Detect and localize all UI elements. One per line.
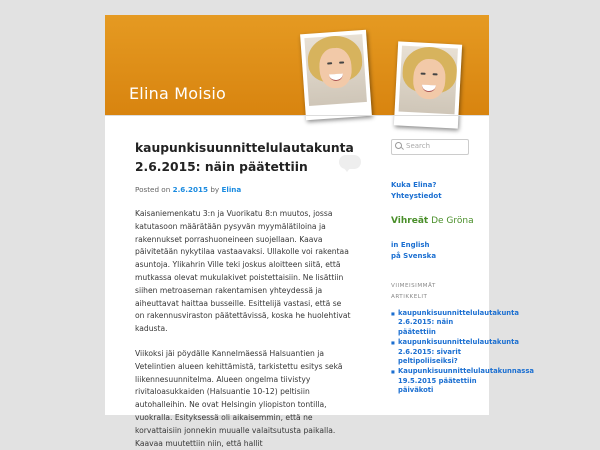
sidebar-link-kuka-elina[interactable]: Kuka Elina? <box>391 181 437 189</box>
photo-eye <box>433 73 438 75</box>
photo-skin <box>412 58 446 100</box>
recent-posts-title-line-1: VIIMEISIMMÄT <box>391 283 436 289</box>
posted-on-label: Posted on <box>135 185 171 194</box>
vihreat-logo-light: De Gröna <box>431 216 474 226</box>
post-title-line-1[interactable]: kaupunkisuunnittelulautakunta <box>135 141 354 155</box>
search-icon <box>395 142 402 149</box>
recent-post-link[interactable]: Kaupunkisuunnittelulautakunnassa 19.5.2015 päätettiin päiväkoti <box>398 367 534 395</box>
link-in-english[interactable]: in English <box>391 241 430 249</box>
photo-skin <box>318 47 353 89</box>
main-content <box>135 139 353 450</box>
recent-post-link[interactable]: kaupunkisuunnittelulautakunta 2.6.2015: sivarit peltipoliiseiksi? <box>398 338 519 366</box>
by-label: by <box>210 185 220 194</box>
sidebar-links <box>391 180 477 202</box>
photo-eye <box>339 61 344 63</box>
language-links <box>391 240 477 262</box>
list-item <box>391 309 519 337</box>
header-photo-1 <box>300 30 372 120</box>
page <box>105 15 534 448</box>
recent-posts-title-line-2: ARTIKKELIT <box>391 294 428 300</box>
post-content <box>135 208 353 450</box>
photo-eye <box>421 73 426 75</box>
post-author-link[interactable]: Elina <box>221 185 242 194</box>
vihreat-logo[interactable] <box>391 216 477 226</box>
post-meta <box>135 185 353 194</box>
link-pa-svenska[interactable]: på Svenska <box>391 252 437 260</box>
list-item <box>391 338 519 366</box>
search-input[interactable] <box>391 139 469 155</box>
post-title[interactable] <box>135 139 353 177</box>
photo-face <box>304 34 367 106</box>
header-divider <box>105 115 489 116</box>
sidebar-link-yhteystiedot[interactable]: Yhteystiedot <box>391 192 442 200</box>
comment-bubble-icon[interactable] <box>339 155 361 169</box>
list-item <box>391 367 534 395</box>
post-title-line-2[interactable]: 2.6.2015: näin päätettiin <box>135 160 308 174</box>
post-paragraph: Viikoksi jäi pöydälle Kannelmäessä Halsuantien ja Vetelintien alueen kehittämistä, tarkistettu esitys sekä liikennesuunnitelma. Alueen ongelma tiivistyy rivitaloasukkaiden (Halsuantie 10-12) peltisiin autohalleihin. Ne ovat Helsingin yliopiston tontilla, vuokralla. Esityksessä oli aikaisemmin, että ne korvattaisiin jonnekin muualle valaitsutusta paikalla. Kaavaa muutettiin niin, että hallit <box>135 348 343 448</box>
recent-post-link[interactable]: kaupunkisuunnittelulautakunta 2.6.2015: näin päätettiin <box>398 309 519 336</box>
site-title[interactable]: Elina Moisio <box>129 84 227 103</box>
recent-posts-list <box>391 309 534 396</box>
post-date-link[interactable]: 2.6.2015 <box>172 185 209 194</box>
post-paragraph: Kaisaniemenkatu 3:n ja Vuorikatu 8:n muutos, jossa katutasoon määrätään pysyvän myymälätiloina ja rakennukset porrashuoneineen suojellaan. Kaava päivitetään nykytilaa vastaavaksi. Ullakolle voi rakentaa asuntoja. Ylikahrin Ville teki joskus aloitteen siitä, että mutkassa olevat mukulakivet poistettaisiin. Ne lisättiin siihen metroaseman rakentamisen yhteydessä ja aiheuttavat haittaa busseille. Esittelijä vastasi, että se on rakennusviraston päätettävissä, koska he huolehtivat kadusta. <box>135 209 351 334</box>
photo-eye <box>327 62 332 64</box>
search-placeholder: Search <box>406 142 431 150</box>
sidebar <box>391 139 534 397</box>
site-header <box>105 15 489 115</box>
recent-posts-title <box>391 281 477 303</box>
vihreat-logo-bold: Vihreät <box>391 216 429 226</box>
photo-face <box>399 46 458 115</box>
